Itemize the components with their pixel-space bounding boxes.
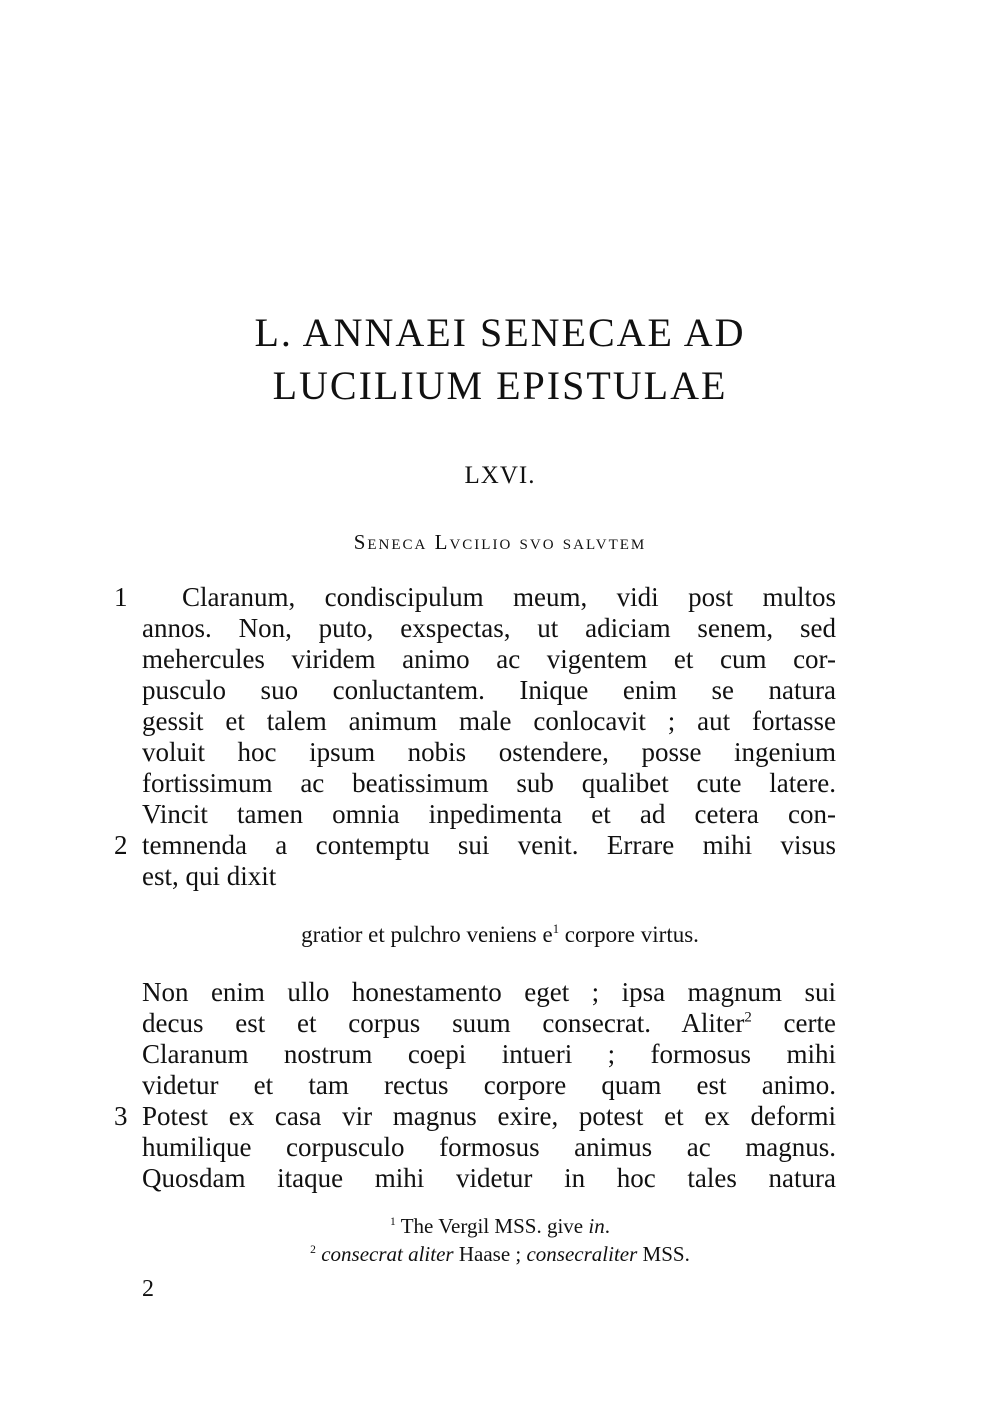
text-line: decus est et corpus suum consecrat. Aliter$^2$ certe — [142, 1008, 836, 1038]
text-line: Non enim ullo honestamento eget ; ipsa magnum sui — [142, 977, 836, 1007]
verse-quote: gratior et pulchro veniens $e^1$ corpore virtus. — [301, 922, 699, 947]
text-line: fortissimum ac beatissimum sub qualibet cute latere. — [142, 768, 836, 798]
text-line: gessit et talem animum male conlocavit ; aut fortasse — [142, 706, 836, 736]
footnote-ref: 1 — [552, 922, 560, 937]
margin-number: 2 — [114, 830, 128, 860]
margin-number: 1 — [114, 582, 128, 612]
text-line: videtur et tam rectus corpore quam est animo. — [142, 1070, 836, 1100]
footnote-1: $^1$ The Vergil MSS. give in. — [390, 1214, 610, 1238]
text-line: Quosdam itaque mihi videtur in hoc tales natura — [142, 1163, 836, 1193]
paragraph-1 — [114, 582, 836, 892]
page-number: 2 — [142, 1276, 154, 1302]
text-line: 1 Claranum, condiscipulum meum, vidi post multos — [114, 582, 836, 612]
text-line: voluit hoc ipsum nobis ostendere, posse ingenium — [142, 737, 836, 767]
text-line: humilique corpusculo formosus animus ac magnus. — [142, 1132, 836, 1162]
salutation: Seneca Lvcilio svo salvtem — [353, 530, 647, 554]
title-line-2: LUCILIUM EPISTULAE — [272, 363, 728, 408]
footnote-ref: 2 — [744, 1009, 752, 1026]
text-line: 3 Potest ex casa vir magnus exire, potest et ex deformi — [114, 1101, 836, 1131]
text-line: 2 temnenda a contemptu sui venit. Errare mihi visus — [114, 830, 836, 860]
title-line-1: L. ANNAEI SENECAE AD — [254, 310, 746, 355]
paragraph-2 — [114, 977, 836, 1194]
text-line: mehercules viridem animo ac vigentem et cum cor- — [142, 644, 836, 674]
margin-number: 3 — [114, 1101, 128, 1131]
page-title — [0, 306, 1000, 412]
footnote-2: $^2$ consecrat aliter Haase ; consecraliter MSS. — [310, 1242, 690, 1266]
text-line: Vincit tamen omnia inpedimenta et ad cetera con- — [142, 799, 836, 829]
text-line: Claranum nostrum coepi intueri ; formosus mihi — [142, 1039, 836, 1069]
letter-number: LXVI. — [464, 462, 536, 489]
text-line: annos. Non, puto, exspectas, ut adiciam senem, sed — [142, 613, 836, 643]
text-line: pusculo suo conluctantem. Inique enim se natura — [142, 675, 836, 705]
text-line: est, qui dixit — [142, 861, 277, 891]
